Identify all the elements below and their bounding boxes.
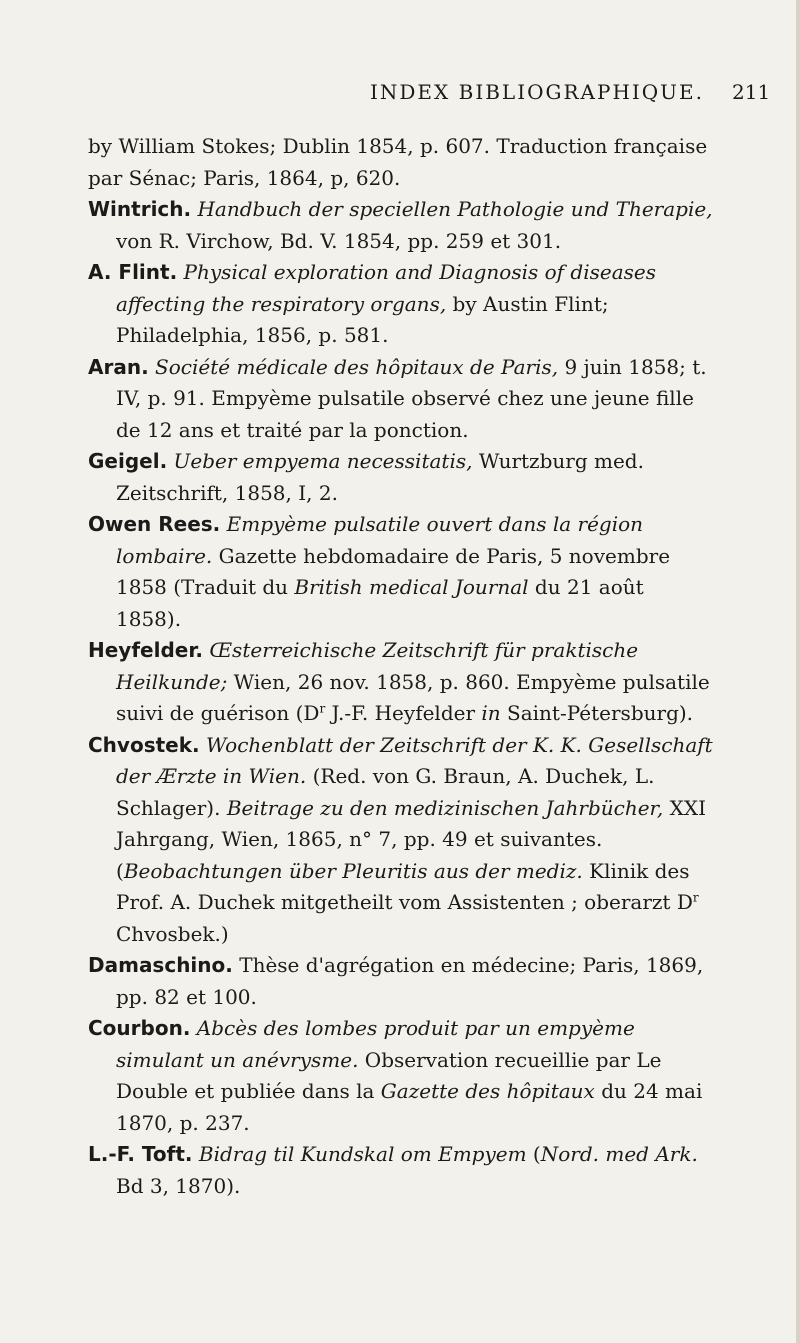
entry-text: (Red. von G. Braun, A. Duchek, L. Schlager).	[116, 764, 655, 820]
bibliography-entry	[88, 257, 713, 352]
entry-text: Chvosbek.)	[116, 921, 229, 946]
entry-author: L.-F. Toft.	[88, 1142, 193, 1166]
entry-author: Wintrich.	[88, 197, 192, 221]
entry-text: 9 juin 1858; t. IV, p. 91. Empyème pulsatile observé chez une jeune fille de 12 ans et traité par la ponction.	[116, 354, 707, 442]
entry-title-text: Beitrage zu den medizinischen Jahrbücher,	[226, 795, 664, 820]
entry-title-text: Physical exploration and Diagnosis of diseases affecting the respiratory organs,	[116, 260, 656, 316]
entry-title-text: British medical Journal	[294, 575, 529, 599]
bibliography-entry	[88, 509, 713, 635]
page-number: 211	[732, 80, 771, 104]
entry-title-text: Beobachtungen über Pleuritis aus der mediz.	[123, 858, 583, 883]
bibliography-entry	[88, 446, 713, 509]
entry-text: Observation recueillie par Le Double et publiée dans la	[116, 1047, 662, 1103]
bibliography-entry	[88, 131, 713, 194]
entry-title-text: Nord. med Ark.	[540, 1142, 698, 1166]
bibliography-entry	[88, 352, 713, 447]
running-header	[0, 80, 800, 120]
entry-author: Geigel.	[88, 449, 168, 473]
entry-text: Gazette hebdomadaire de Paris, 5 novembre 1858 (Traduit du	[116, 543, 671, 599]
bibliography-list	[88, 131, 713, 1202]
bibliography-entry	[88, 1013, 713, 1139]
entry-title-text: Œsterreichische Zeitschrift für praktische Heilkunde;	[116, 638, 639, 694]
entry-text: Klinik des Prof. A. Duchek mitgetheilt vom Assistenten ; oberarzt D	[116, 858, 693, 914]
entry-text: Wurtzburg med. Zeitschrift, 1858, I, 2.	[116, 449, 644, 505]
entry-title-text: Empyème pulsatile ouvert dans la région lombaire.	[116, 512, 644, 568]
entry-title-text: Abcès des lombes produit par un empyème simulant un anévrysme.	[116, 1016, 635, 1072]
entry-text: r	[692, 890, 699, 905]
entry-author: Courbon.	[88, 1016, 191, 1040]
entry-title-text: Gazette des hôpitaux	[380, 1079, 595, 1103]
entry-text: by Austin Flint; Philadelphia, 1856, p. 581.	[116, 291, 609, 347]
entry-text: by William Stokes; Dublin 1854, p. 607. Traduction française par Sénac; Paris, 1864, p, 620.	[88, 134, 708, 190]
bibliography-entry	[88, 950, 713, 1013]
entry-text: XXI Jahrgang, Wien, 1865, n° 7, pp. 49 et suivantes. (	[116, 795, 706, 883]
entry-title-text: Handbuch der speciellen Pathologie und Therapie,	[197, 197, 713, 221]
entry-title-text: Ueber empyema necessitatis,	[173, 449, 473, 473]
bibliography-entry	[88, 730, 713, 951]
header-title: INDEX BIBLIOGRAPHIQUE.	[370, 80, 704, 104]
entry-author: Heyfelder.	[88, 638, 203, 662]
entry-title-text: Société médicale des hôpitaux de Paris,	[155, 354, 559, 379]
entry-text: Saint-Pétersburg).	[500, 701, 694, 725]
bibliography-entry	[88, 635, 713, 730]
entry-text: von R. Virchow, Bd. V. 1854, pp. 259 et 301.	[116, 228, 562, 253]
entry-author: A. Flint.	[88, 260, 178, 284]
entry-text: du 21 août 1858).	[116, 575, 644, 631]
entry-text: Thèse d'agrégation en médecine; Paris, 1869, pp. 82 et 100.	[116, 953, 704, 1009]
bibliography-entry	[88, 1139, 713, 1202]
entry-text: J.-F. Heyfelder	[325, 701, 482, 725]
entry-text: Bd 3, 1870).	[116, 1173, 241, 1198]
entry-text: (	[526, 1142, 541, 1166]
entry-author: Damaschino.	[88, 953, 233, 977]
entry-author: Chvostek.	[88, 732, 200, 757]
entry-author: Aran.	[88, 354, 149, 379]
entry-author: Owen Rees.	[88, 512, 221, 536]
bibliography-entry	[88, 194, 713, 257]
entry-text: du 24 mai 1870, p. 237.	[116, 1079, 703, 1135]
entry-text: r	[319, 701, 326, 716]
scan-edge	[796, 0, 800, 1343]
entry-title-text: Bidrag til Kundskal om Empyem	[198, 1142, 527, 1166]
entry-title-text: in	[481, 701, 501, 725]
entry-title-text: Wochenblatt der Zeitschrift der K. K. Gesellschaft der Ærzte in Wien.	[116, 732, 713, 788]
entry-text: Wien, 26 nov. 1858, p. 860. Empyème pulsatile suivi de guérison (D	[116, 669, 710, 725]
